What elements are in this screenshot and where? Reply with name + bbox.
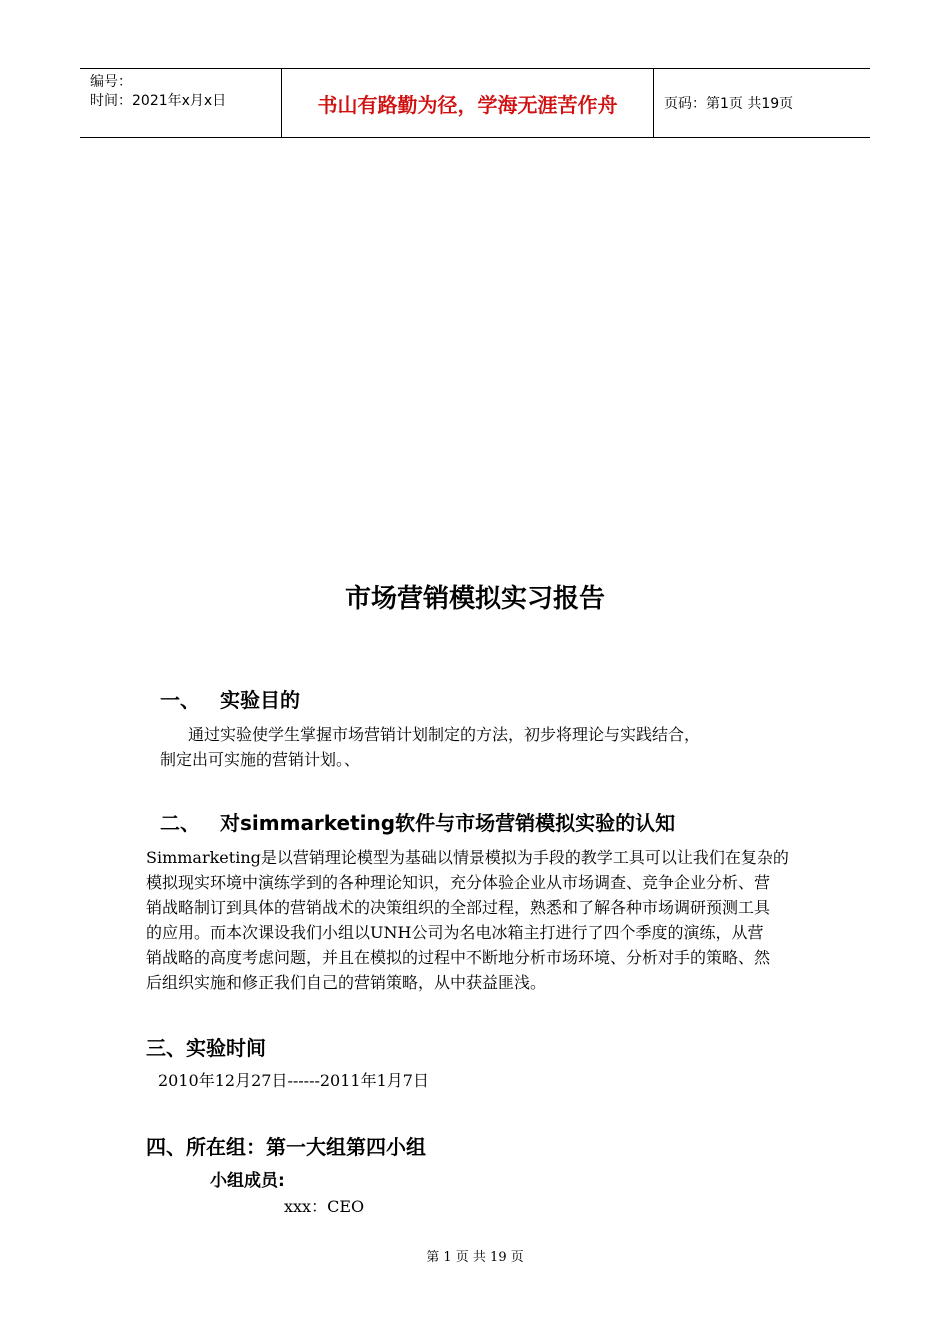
number-label: 编号：	[90, 74, 132, 90]
members-label: 小组成员:	[210, 1171, 285, 1191]
section2-number: 二、	[160, 811, 200, 835]
document-title: 市场营销模拟实习报告	[344, 584, 605, 614]
section3-text: 2010年12月27日------2011年1月7日	[158, 1071, 429, 1090]
header-table	[80, 68, 870, 138]
section2-line: Simmarketing是以营销理论模型为基础以情景模拟为手段的教学工具可以让我们在复杂的	[146, 848, 789, 867]
section2-line: 销战略的高度考虑问题，并且在模拟的过程中不断地分析市场环境、分析对手的策略、然	[146, 948, 771, 967]
section2-body	[146, 845, 826, 995]
member-1: xxx：CEO	[284, 1197, 365, 1216]
page-info: 页码：第1页 共19页	[664, 96, 794, 112]
section1-title: 实验目的	[220, 688, 300, 712]
section1-heading	[160, 684, 300, 713]
section3-heading: 三、实验时间	[146, 1036, 266, 1060]
section2-line: 销战略制订到具体的营销战术的决策组织的全部过程，熟悉和了解各种市场调研预测工具	[146, 898, 771, 917]
section2-line: 的应用。而本次课设我们小组以UNH公司为名电冰箱主打进行了四个季度的演练，从营	[146, 923, 764, 942]
section2-title: 对simmarketing软件与市场营销模拟实验的认知	[220, 811, 676, 835]
header-left-cell	[80, 69, 282, 137]
time-label: 时间：2021年x月x日	[90, 93, 227, 109]
section1-number: 一、	[160, 688, 200, 712]
motto: 书山有路勤为径，学海无涯苦作舟	[282, 69, 654, 137]
page-footer: 第 1 页 共 19 页	[426, 1250, 524, 1265]
section1-line2: 制定出可实施的营销计划。、	[160, 750, 361, 769]
section1-line1: 通过实验使学生掌握市场营销计划制定的方法，初步将理论与实践结合，	[188, 725, 701, 744]
section2-line: 后组织实施和修正我们自己的营销策略，从中获益匪浅。	[146, 973, 547, 992]
section2-heading	[160, 807, 675, 836]
section2-line: 模拟现实环境中演练学到的各种理论知识，充分体验企业从市场调查、竞争企业分析、营	[146, 873, 771, 892]
section4-heading: 四、所在组：第一大组第四小组	[146, 1135, 426, 1159]
